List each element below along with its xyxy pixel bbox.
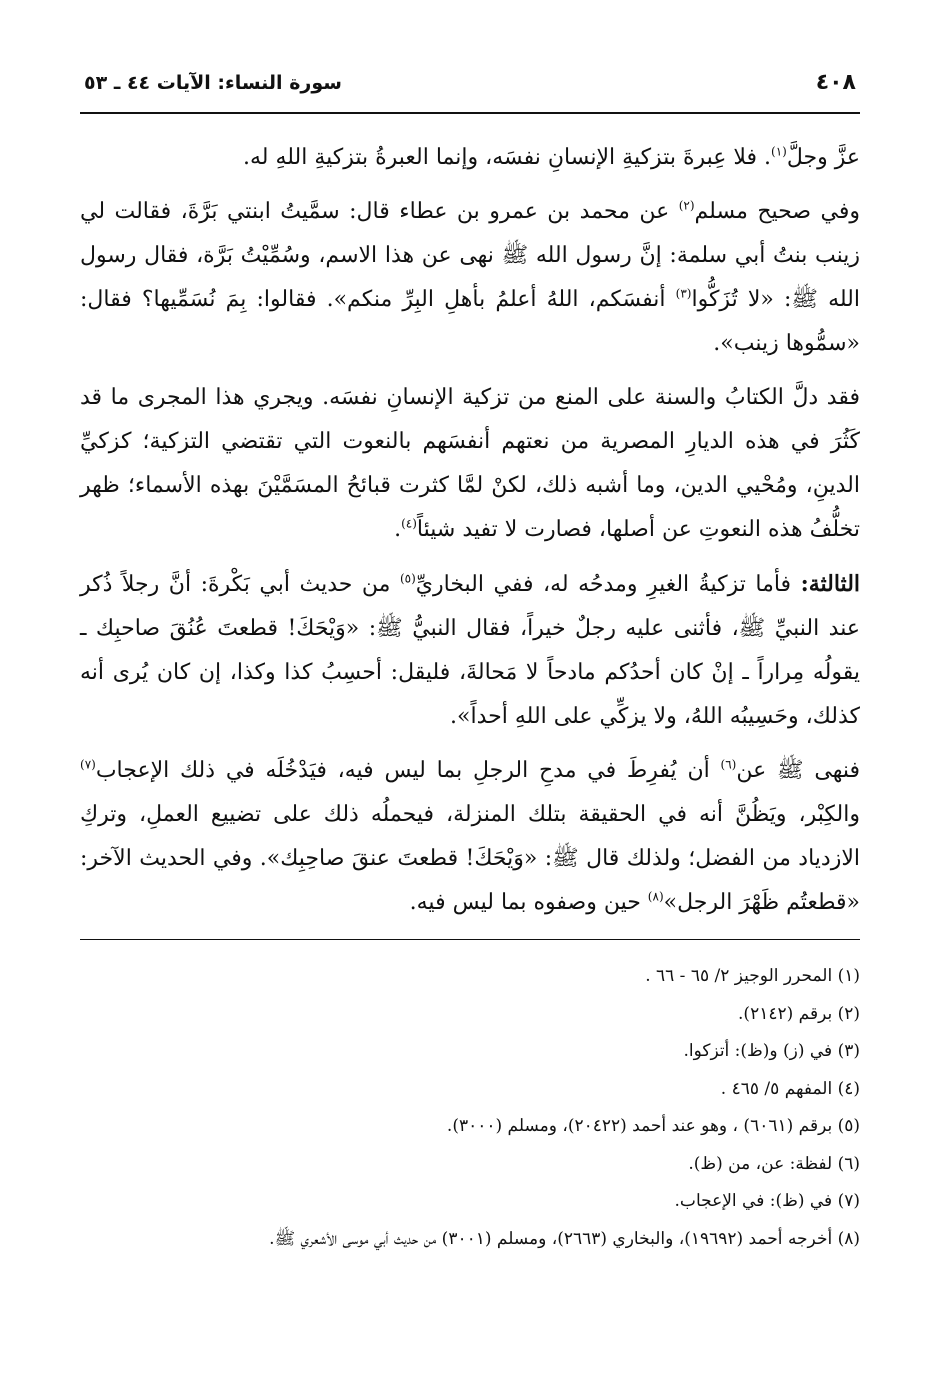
text-run: حين وصفوه بما ليس فيه. [409, 890, 648, 915]
paragraph [80, 376, 860, 552]
text-run: أنفسَكم، اللهُ أعلمُ بأهلِ البِرِّ منكم». فقالوا: بِمَ نُسَمِّيها؟ فقال: «سمُّوها زينب». [80, 287, 860, 356]
text-run: . [394, 517, 402, 542]
text-run: أن يُفرِطَ في مدحِ الرجلِ بما ليس فيه، فيَدْخُلَه في ذلك الإعجاب [95, 758, 721, 783]
footnote-marker: (٢) [678, 198, 695, 213]
footnote-marker: (٤) [401, 516, 417, 531]
paragraph [80, 190, 860, 366]
footnote: (٤) المفهم ٥/ ٤٦٥ . [720, 1078, 860, 1099]
footnote: (٧) في (ظ): في الإعجاب. [674, 1191, 860, 1211]
page-number: ٤٠٨ [815, 70, 856, 95]
paragraph [80, 136, 860, 180]
running-title: سورة النساء: الآيات ٤٤ ـ ٥٣ [84, 72, 342, 94]
text-run: وفي صحيح مسلم [694, 199, 860, 224]
header-rule [80, 112, 860, 114]
paragraph [80, 749, 860, 925]
footnote-marker: (٨) [647, 889, 664, 904]
footnote-marker: (١) [771, 144, 787, 159]
footnote: (٨) أخرجه أحمد (١٩٦٩٢)، والبخاري (٢٦٦٣)، ومسلم (٣٠٠١) من حديث أبي موسى الأشعري ﷺ. [269, 1228, 860, 1249]
main-text [80, 136, 860, 925]
paragraph [80, 562, 860, 739]
footnote: (١) المحرر الوجيز ٢/ ٦٥ - ٦٦ . [645, 966, 860, 986]
text-run: فأما تزكيةُ الغيرِ ومدحُه له، ففي البخاريِّ [415, 572, 801, 597]
footnote: (٦) لفظة: عن، من (ظ). [688, 1153, 860, 1174]
footnote-marker: (٣) [675, 286, 692, 301]
footnote: (٢) برقم (٢١٤٢). [738, 1003, 860, 1024]
text-run: فقد دلَّ الكتابُ والسنة على المنع من تزكية الإنسانِ نفسَه. ويجري هذا المجرى ما قد كَثُرَ في هذه الديارِ المصرية من نعتهم أنفسَهم بالنعوت التي تقتضي التزكية؛ كزكيِّ الدينِ، ومُحْيي الدين، وما أشبه ذلك، لكنْ لمَّا كثرت قبائحُ المسَمَّيْنَ بهذه الأسماء؛ ظهر تخلُّفُ هذه النعوتِ عن أصلها، فصارت لا تفيد شيئاً [80, 385, 860, 542]
footnote-marker: (٦) [720, 757, 737, 772]
footnote: (٥) برقم (٦٠٦١) ، وهو عند أحمد (٢٠٤٢٢)، ومسلم (٣٠٠٠). [446, 1116, 860, 1136]
footnotes [80, 958, 860, 1258]
footnote: (٣) في (ز) و(ظ): أتزكوا. [683, 1041, 860, 1061]
footnote-marker: (٧) [80, 757, 96, 772]
footnote-rule [80, 939, 860, 940]
text-run: عن محمد بن عمرو بن عطاء قال: سمَّيتُ ابنتي بَرَّةَ، فقالت لي زينب بنتُ أبي سلمة: إنَّ رسول الله ﷺ نهى عن هذا الاسم، وسُمِّيْتُ بَرَّة، فقال رسول الله ﷺ: «لا تُزَكُّوا [80, 199, 860, 312]
section-label: الثالثة: [800, 571, 861, 597]
text-run: والكِبْر، ويَظُنَّ أنه في الحقيقة بتلك المنزلة، فيحملُه ذلك على تضييع العملِ، وتركِ الازدياد من الفضل؛ ولذلك قال ﷺ: «وَيْحَكَ! قطعتَ عنقَ صاحِبِك». وفي الحديث الآخر: «قطعتُم ظَهْرَ الرجل» [80, 802, 860, 915]
footnote-marker: (٥) [399, 571, 416, 586]
text-run: من حديث أبي بَكْرةَ: أنَّ رجلاً ذُكر عند النبيِّ ﷺ، فأثنى عليه رجلٌ خيراً، فقال النبيُّ ﷺ: «وَيْحَكَ! قطعتَ عُنُقَ صاحبِك ـ يقولُه مِراراً ـ إنْ كان أحدُكم مادحاً لا مَحالةَ، فليقل: أحسِبُ كذا وكذا، إن كان يُرى أنه كذلك، وحَسِيبُه اللهُ، ولا يزكِّي على اللهِ أحداً». [80, 572, 860, 729]
text-run: عزَّ وجلَّ [786, 145, 860, 170]
running-header [80, 70, 860, 104]
text-run: فنهى ﷺ عن [736, 758, 860, 783]
book-page [80, 70, 860, 1258]
text-run: . فلا عِبرةَ بتزكيةِ الإنسانِ نفسَه، وإنما العبرةُ بتزكيةِ اللهِ له. [242, 145, 772, 170]
